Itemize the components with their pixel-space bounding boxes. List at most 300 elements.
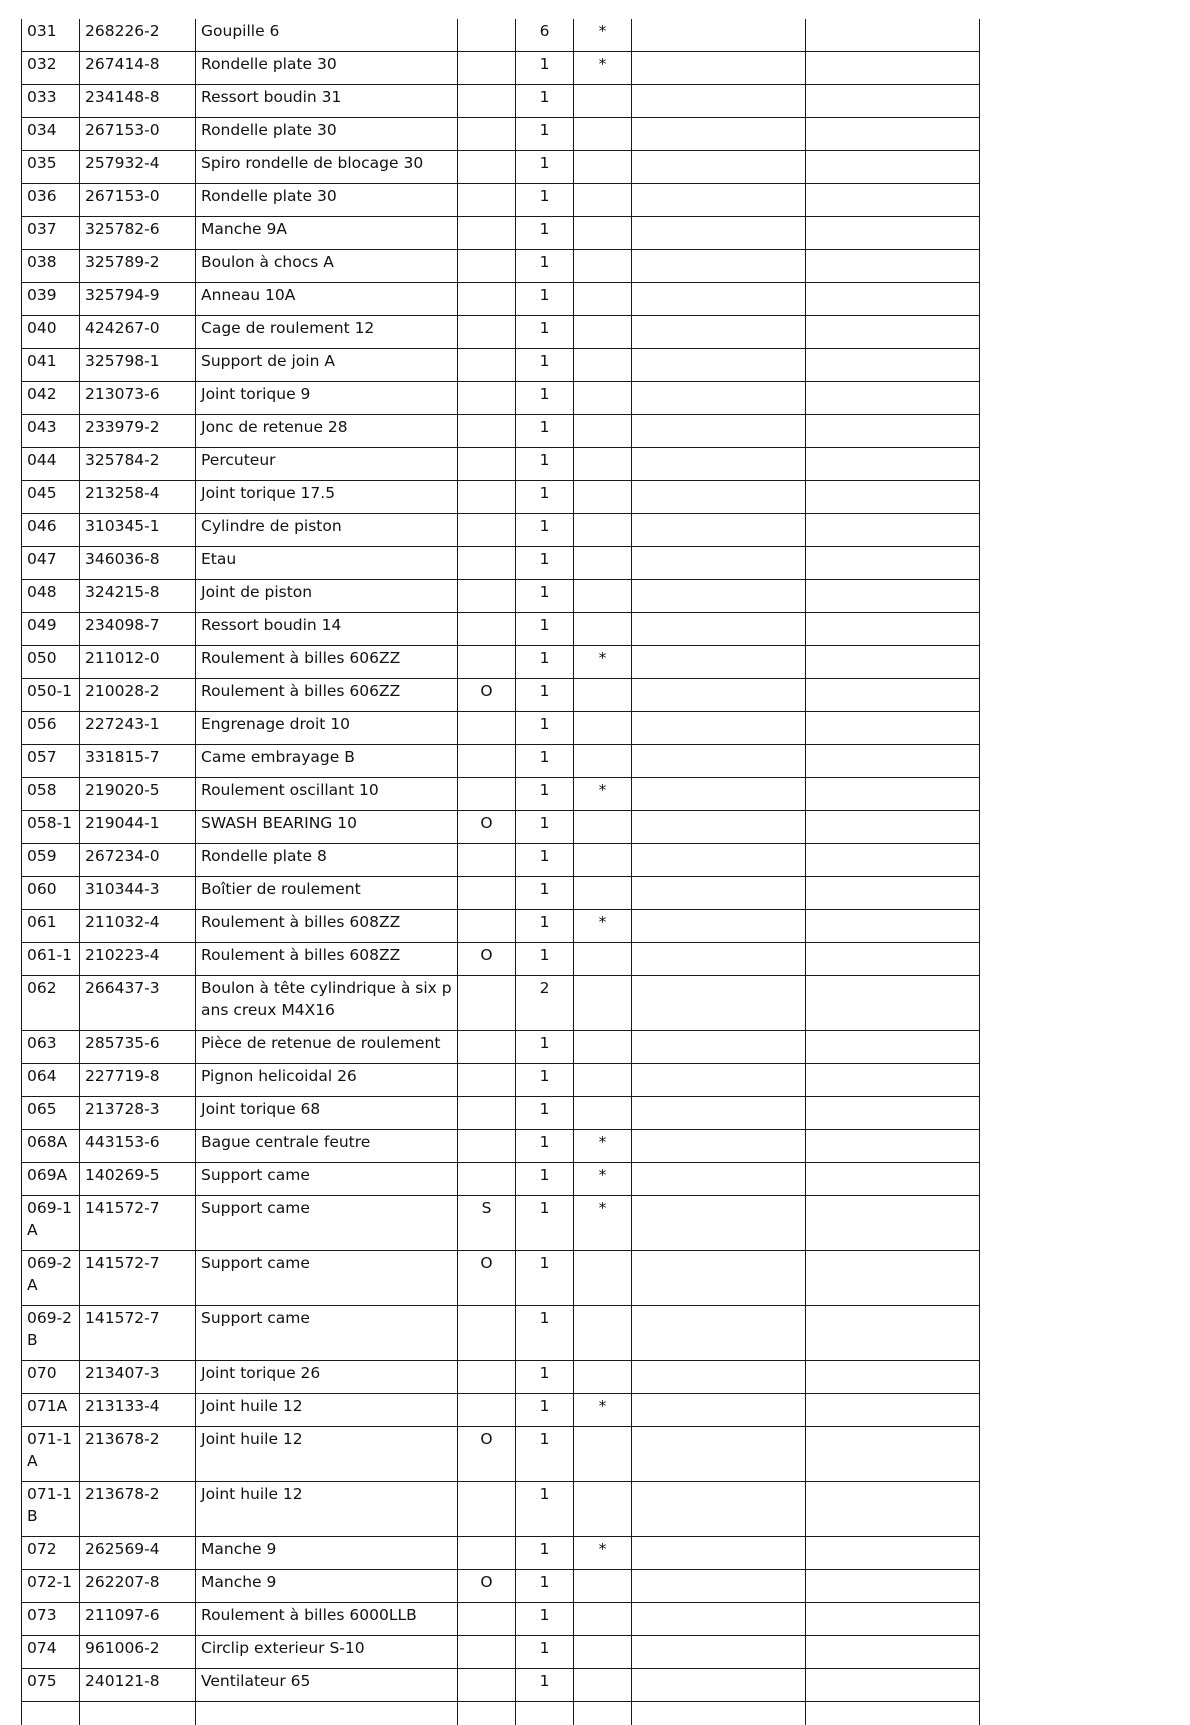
item-number-cell: 047 [22,547,80,580]
part-number-cell: 257932-4 [80,151,196,184]
empty-cell [632,481,806,514]
empty-cell [632,1427,806,1482]
description-cell: Roulement à billes 608ZZ [196,910,458,943]
table-row [22,1394,980,1427]
quantity-cell: 1 [516,1636,574,1669]
item-number-cell: 039 [22,283,80,316]
quantity-cell: 1 [516,811,574,844]
empty-cell [806,19,980,52]
mark-cell [574,580,632,613]
code-cell [458,646,516,679]
table-row [22,844,980,877]
empty-cell [806,877,980,910]
mark-cell [574,448,632,481]
description-cell: Ressort boudin 31 [196,85,458,118]
description-cell: Joint torique 68 [196,1097,458,1130]
item-number-cell: 073 [22,1603,80,1636]
empty-cell [806,52,980,85]
code-cell [458,283,516,316]
part-number-cell: 219044-1 [80,811,196,844]
part-number-cell: 213728-3 [80,1097,196,1130]
empty-cell [806,1394,980,1427]
description-cell: Engrenage droit 10 [196,712,458,745]
quantity-cell: 1 [516,1251,574,1306]
empty-cell [806,547,980,580]
empty-cell [632,1636,806,1669]
empty-cell [806,1306,980,1361]
table-row [22,1031,980,1064]
part-number-cell: 310345-1 [80,514,196,547]
part-number-cell: 268226-2 [80,19,196,52]
mark-cell [574,85,632,118]
code-cell [458,1394,516,1427]
table-row [22,1427,980,1482]
code-cell [458,514,516,547]
table-row [22,646,980,679]
description-cell: Goupille 6 [196,19,458,52]
item-number-cell: 058-1 [22,811,80,844]
empty-cell [806,943,980,976]
empty-cell [632,349,806,382]
code-cell [458,19,516,52]
empty-cell [806,910,980,943]
quantity-cell: 1 [516,1570,574,1603]
empty-cell [632,118,806,151]
code-cell: O [458,1251,516,1306]
quantity-cell: 1 [516,382,574,415]
part-number-cell: 325782-6 [80,217,196,250]
table-row [22,349,980,382]
quantity-cell: 1 [516,1427,574,1482]
mark-cell [574,712,632,745]
item-number-cell: 058 [22,778,80,811]
item-number-cell: 072 [22,1537,80,1570]
empty-cell [632,1394,806,1427]
part-number-cell: 262569-4 [80,1537,196,1570]
description-cell: Roulement à billes 6000LLB [196,1603,458,1636]
empty-cell [632,1097,806,1130]
description-cell: Anneau 10A [196,283,458,316]
table-row [22,778,980,811]
item-number-cell: 050-1 [22,679,80,712]
part-number-cell: 233979-2 [80,415,196,448]
empty-cell [632,184,806,217]
item-number-cell: 062 [22,976,80,1031]
part-number-cell: 267414-8 [80,52,196,85]
table-row [22,1669,980,1702]
description-cell: Cylindre de piston [196,514,458,547]
description-cell: Roulement oscillant 10 [196,778,458,811]
empty-cell [806,349,980,382]
mark-cell: * [574,1196,632,1251]
parts-table [21,19,980,1725]
mark-cell [574,1603,632,1636]
description-cell: Roulement à billes 606ZZ [196,679,458,712]
code-cell [458,1031,516,1064]
empty-cell [632,943,806,976]
code-cell [458,1306,516,1361]
quantity-cell: 1 [516,877,574,910]
description-cell: Rondelle plate 30 [196,52,458,85]
code-cell [458,52,516,85]
description-cell: Rondelle plate 30 [196,118,458,151]
empty-cell [806,85,980,118]
quantity-cell: 1 [516,184,574,217]
empty-cell [632,745,806,778]
table-row [22,976,980,1031]
quantity-cell: 1 [516,1394,574,1427]
description-cell: Cage de roulement 12 [196,316,458,349]
table-row [22,1570,980,1603]
empty-cell [806,1251,980,1306]
empty-cell [806,1064,980,1097]
table-row [22,1636,980,1669]
item-number-cell: 040 [22,316,80,349]
empty-cell [806,745,980,778]
empty-cell [632,679,806,712]
empty-cell [806,1361,980,1394]
code-cell [458,976,516,1031]
quantity-cell: 1 [516,118,574,151]
code-cell [458,1603,516,1636]
empty-cell [632,514,806,547]
description-cell: Joint huile 12 [196,1427,458,1482]
quantity-cell: 1 [516,943,574,976]
mark-cell [574,943,632,976]
code-cell [458,1130,516,1163]
code-cell: O [458,811,516,844]
quantity-cell: 1 [516,547,574,580]
table-row [22,19,980,52]
description-cell: Jonc de retenue 28 [196,415,458,448]
mark-cell [574,547,632,580]
code-cell: O [458,943,516,976]
part-number-cell: 213133-4 [80,1394,196,1427]
empty-cell [806,481,980,514]
mark-cell [574,250,632,283]
part-number-cell: 262207-8 [80,1570,196,1603]
empty-cell [574,1702,632,1725]
empty-cell [632,1163,806,1196]
description-cell: Pièce de retenue de roulement [196,1031,458,1064]
description-cell: Ventilateur 65 [196,1669,458,1702]
part-number-cell: 211097-6 [80,1603,196,1636]
empty-cell [632,1570,806,1603]
quantity-cell: 1 [516,1603,574,1636]
code-cell [458,382,516,415]
quantity-cell: 1 [516,316,574,349]
mark-cell: * [574,1394,632,1427]
quantity-cell: 1 [516,910,574,943]
empty-cell [632,910,806,943]
mark-cell [574,184,632,217]
empty-cell [806,613,980,646]
description-cell: Roulement à billes 608ZZ [196,943,458,976]
mark-cell [574,844,632,877]
part-number-cell: 234148-8 [80,85,196,118]
table-row [22,283,980,316]
quantity-cell: 1 [516,712,574,745]
item-number-cell: 065 [22,1097,80,1130]
empty-cell [632,778,806,811]
part-number-cell: 219020-5 [80,778,196,811]
empty-cell [632,85,806,118]
quantity-cell: 1 [516,514,574,547]
empty-cell [806,580,980,613]
quantity-cell: 1 [516,778,574,811]
part-number-cell: 210223-4 [80,943,196,976]
item-number-cell: 059 [22,844,80,877]
description-cell: Rondelle plate 30 [196,184,458,217]
mark-cell: * [574,1163,632,1196]
mark-cell: * [574,910,632,943]
empty-cell [806,1570,980,1603]
part-number-cell: 211012-0 [80,646,196,679]
table-row [22,85,980,118]
code-cell [458,118,516,151]
empty-cell [806,778,980,811]
empty-cell [806,382,980,415]
code-cell [458,316,516,349]
description-cell: Bague centrale feutre [196,1130,458,1163]
item-number-cell: 043 [22,415,80,448]
empty-cell [632,547,806,580]
empty-cell [806,679,980,712]
quantity-cell: 1 [516,52,574,85]
part-number-cell: 325794-9 [80,283,196,316]
part-number-cell: 346036-8 [80,547,196,580]
empty-cell [632,844,806,877]
quantity-cell: 1 [516,580,574,613]
empty-cell [632,217,806,250]
item-number-cell: 033 [22,85,80,118]
description-cell: Boulon à tête cylindrique à six pans creux M4X16 [196,976,458,1031]
mark-cell [574,811,632,844]
description-cell: Manche 9A [196,217,458,250]
empty-cell [632,448,806,481]
quantity-cell: 1 [516,415,574,448]
item-number-cell: 034 [22,118,80,151]
empty-cell [632,1702,806,1725]
description-cell: Support came [196,1163,458,1196]
part-number-cell: 443153-6 [80,1130,196,1163]
description-cell: Support came [196,1196,458,1251]
table-row [22,1306,980,1361]
part-number-cell: 213678-2 [80,1482,196,1537]
empty-cell [632,382,806,415]
empty-cell [806,976,980,1031]
item-number-cell: 063 [22,1031,80,1064]
empty-cell [632,1603,806,1636]
table-row [22,118,980,151]
code-cell [458,217,516,250]
item-number-cell: 072-1 [22,1570,80,1603]
empty-cell [806,1097,980,1130]
empty-cell [632,877,806,910]
mark-cell [574,514,632,547]
empty-cell [632,1196,806,1251]
quantity-cell: 1 [516,1163,574,1196]
table-row [22,1482,980,1537]
empty-cell [632,52,806,85]
item-number-cell: 046 [22,514,80,547]
empty-cell [632,1031,806,1064]
mark-cell: * [574,19,632,52]
mark-cell [574,976,632,1031]
part-number-cell: 325784-2 [80,448,196,481]
mark-cell [574,1482,632,1537]
empty-cell [632,580,806,613]
part-number-cell: 227243-1 [80,712,196,745]
table-row [22,1361,980,1394]
part-number-cell: 961006-2 [80,1636,196,1669]
quantity-cell: 1 [516,1130,574,1163]
empty-cell [806,1031,980,1064]
empty-cell [632,613,806,646]
quantity-cell: 1 [516,1482,574,1537]
table-row [22,580,980,613]
description-cell: Etau [196,547,458,580]
code-cell [458,85,516,118]
quantity-cell: 1 [516,250,574,283]
empty-cell [806,448,980,481]
empty-cell [806,283,980,316]
empty-cell [806,217,980,250]
code-cell: S [458,1196,516,1251]
empty-cell [632,1361,806,1394]
code-cell [458,613,516,646]
part-number-cell: 211032-4 [80,910,196,943]
quantity-cell: 1 [516,1361,574,1394]
quantity-cell: 1 [516,1031,574,1064]
mark-cell [574,1064,632,1097]
empty-cell [458,1702,516,1725]
quantity-cell: 1 [516,613,574,646]
empty-cell [632,19,806,52]
part-number-cell: 267234-0 [80,844,196,877]
empty-cell [516,1702,574,1725]
code-cell: O [458,1570,516,1603]
mark-cell: * [574,646,632,679]
description-cell: Manche 9 [196,1537,458,1570]
table-row [22,1603,980,1636]
mark-cell [574,217,632,250]
table-row [22,1251,980,1306]
description-cell: Joint huile 12 [196,1482,458,1537]
table-row [22,250,980,283]
description-cell: Spiro rondelle de blocage 30 [196,151,458,184]
code-cell [458,778,516,811]
code-cell [458,1482,516,1537]
empty-cell [806,712,980,745]
empty-cell [806,1427,980,1482]
quantity-cell: 1 [516,1064,574,1097]
description-cell: Joint torique 26 [196,1361,458,1394]
item-number-cell: 036 [22,184,80,217]
mark-cell [574,1636,632,1669]
quantity-cell: 6 [516,19,574,52]
item-number-cell: 071A [22,1394,80,1427]
description-cell: Support came [196,1251,458,1306]
code-cell [458,1537,516,1570]
table-row [22,514,980,547]
item-number-cell: 074 [22,1636,80,1669]
code-cell [458,877,516,910]
table-row [22,448,980,481]
quantity-cell: 1 [516,1669,574,1702]
item-number-cell: 071-1B [22,1482,80,1537]
quantity-cell: 1 [516,283,574,316]
table-row [22,1064,980,1097]
mark-cell [574,1031,632,1064]
code-cell [458,1097,516,1130]
code-cell [458,1669,516,1702]
empty-cell [632,250,806,283]
empty-cell [806,184,980,217]
table-row [22,217,980,250]
part-number-cell: 325789-2 [80,250,196,283]
item-number-cell: 056 [22,712,80,745]
mark-cell [574,415,632,448]
description-cell: Support came [196,1306,458,1361]
table-row [22,745,980,778]
part-number-cell: 285735-6 [80,1031,196,1064]
item-number-cell: 060 [22,877,80,910]
empty-cell [22,1702,80,1725]
item-number-cell: 048 [22,580,80,613]
item-number-cell: 070 [22,1361,80,1394]
description-cell: Manche 9 [196,1570,458,1603]
table-row [22,316,980,349]
description-cell: SWASH BEARING 10 [196,811,458,844]
table-row [22,382,980,415]
item-number-cell: 041 [22,349,80,382]
code-cell [458,580,516,613]
part-number-cell: 266437-3 [80,976,196,1031]
description-cell: Support de join A [196,349,458,382]
empty-cell [806,1702,980,1725]
quantity-cell: 1 [516,1306,574,1361]
table-row [22,1097,980,1130]
mark-cell: * [574,1537,632,1570]
item-number-cell: 042 [22,382,80,415]
quantity-cell: 1 [516,844,574,877]
mark-cell [574,151,632,184]
empty-cell [806,1669,980,1702]
empty-cell [632,811,806,844]
item-number-cell: 069-2B [22,1306,80,1361]
empty-cell [632,1306,806,1361]
mark-cell [574,613,632,646]
code-cell [458,415,516,448]
part-number-cell: 267153-0 [80,184,196,217]
mark-cell [574,877,632,910]
description-cell: Joint huile 12 [196,1394,458,1427]
empty-cell [806,415,980,448]
item-number-cell: 035 [22,151,80,184]
empty-cell [806,514,980,547]
code-cell [458,1636,516,1669]
quantity-cell: 1 [516,349,574,382]
empty-cell [806,1537,980,1570]
description-cell: Roulement à billes 606ZZ [196,646,458,679]
item-number-cell: 032 [22,52,80,85]
table-row [22,679,980,712]
code-cell [458,1064,516,1097]
code-cell [458,1163,516,1196]
table-row [22,1130,980,1163]
mark-cell: * [574,1130,632,1163]
